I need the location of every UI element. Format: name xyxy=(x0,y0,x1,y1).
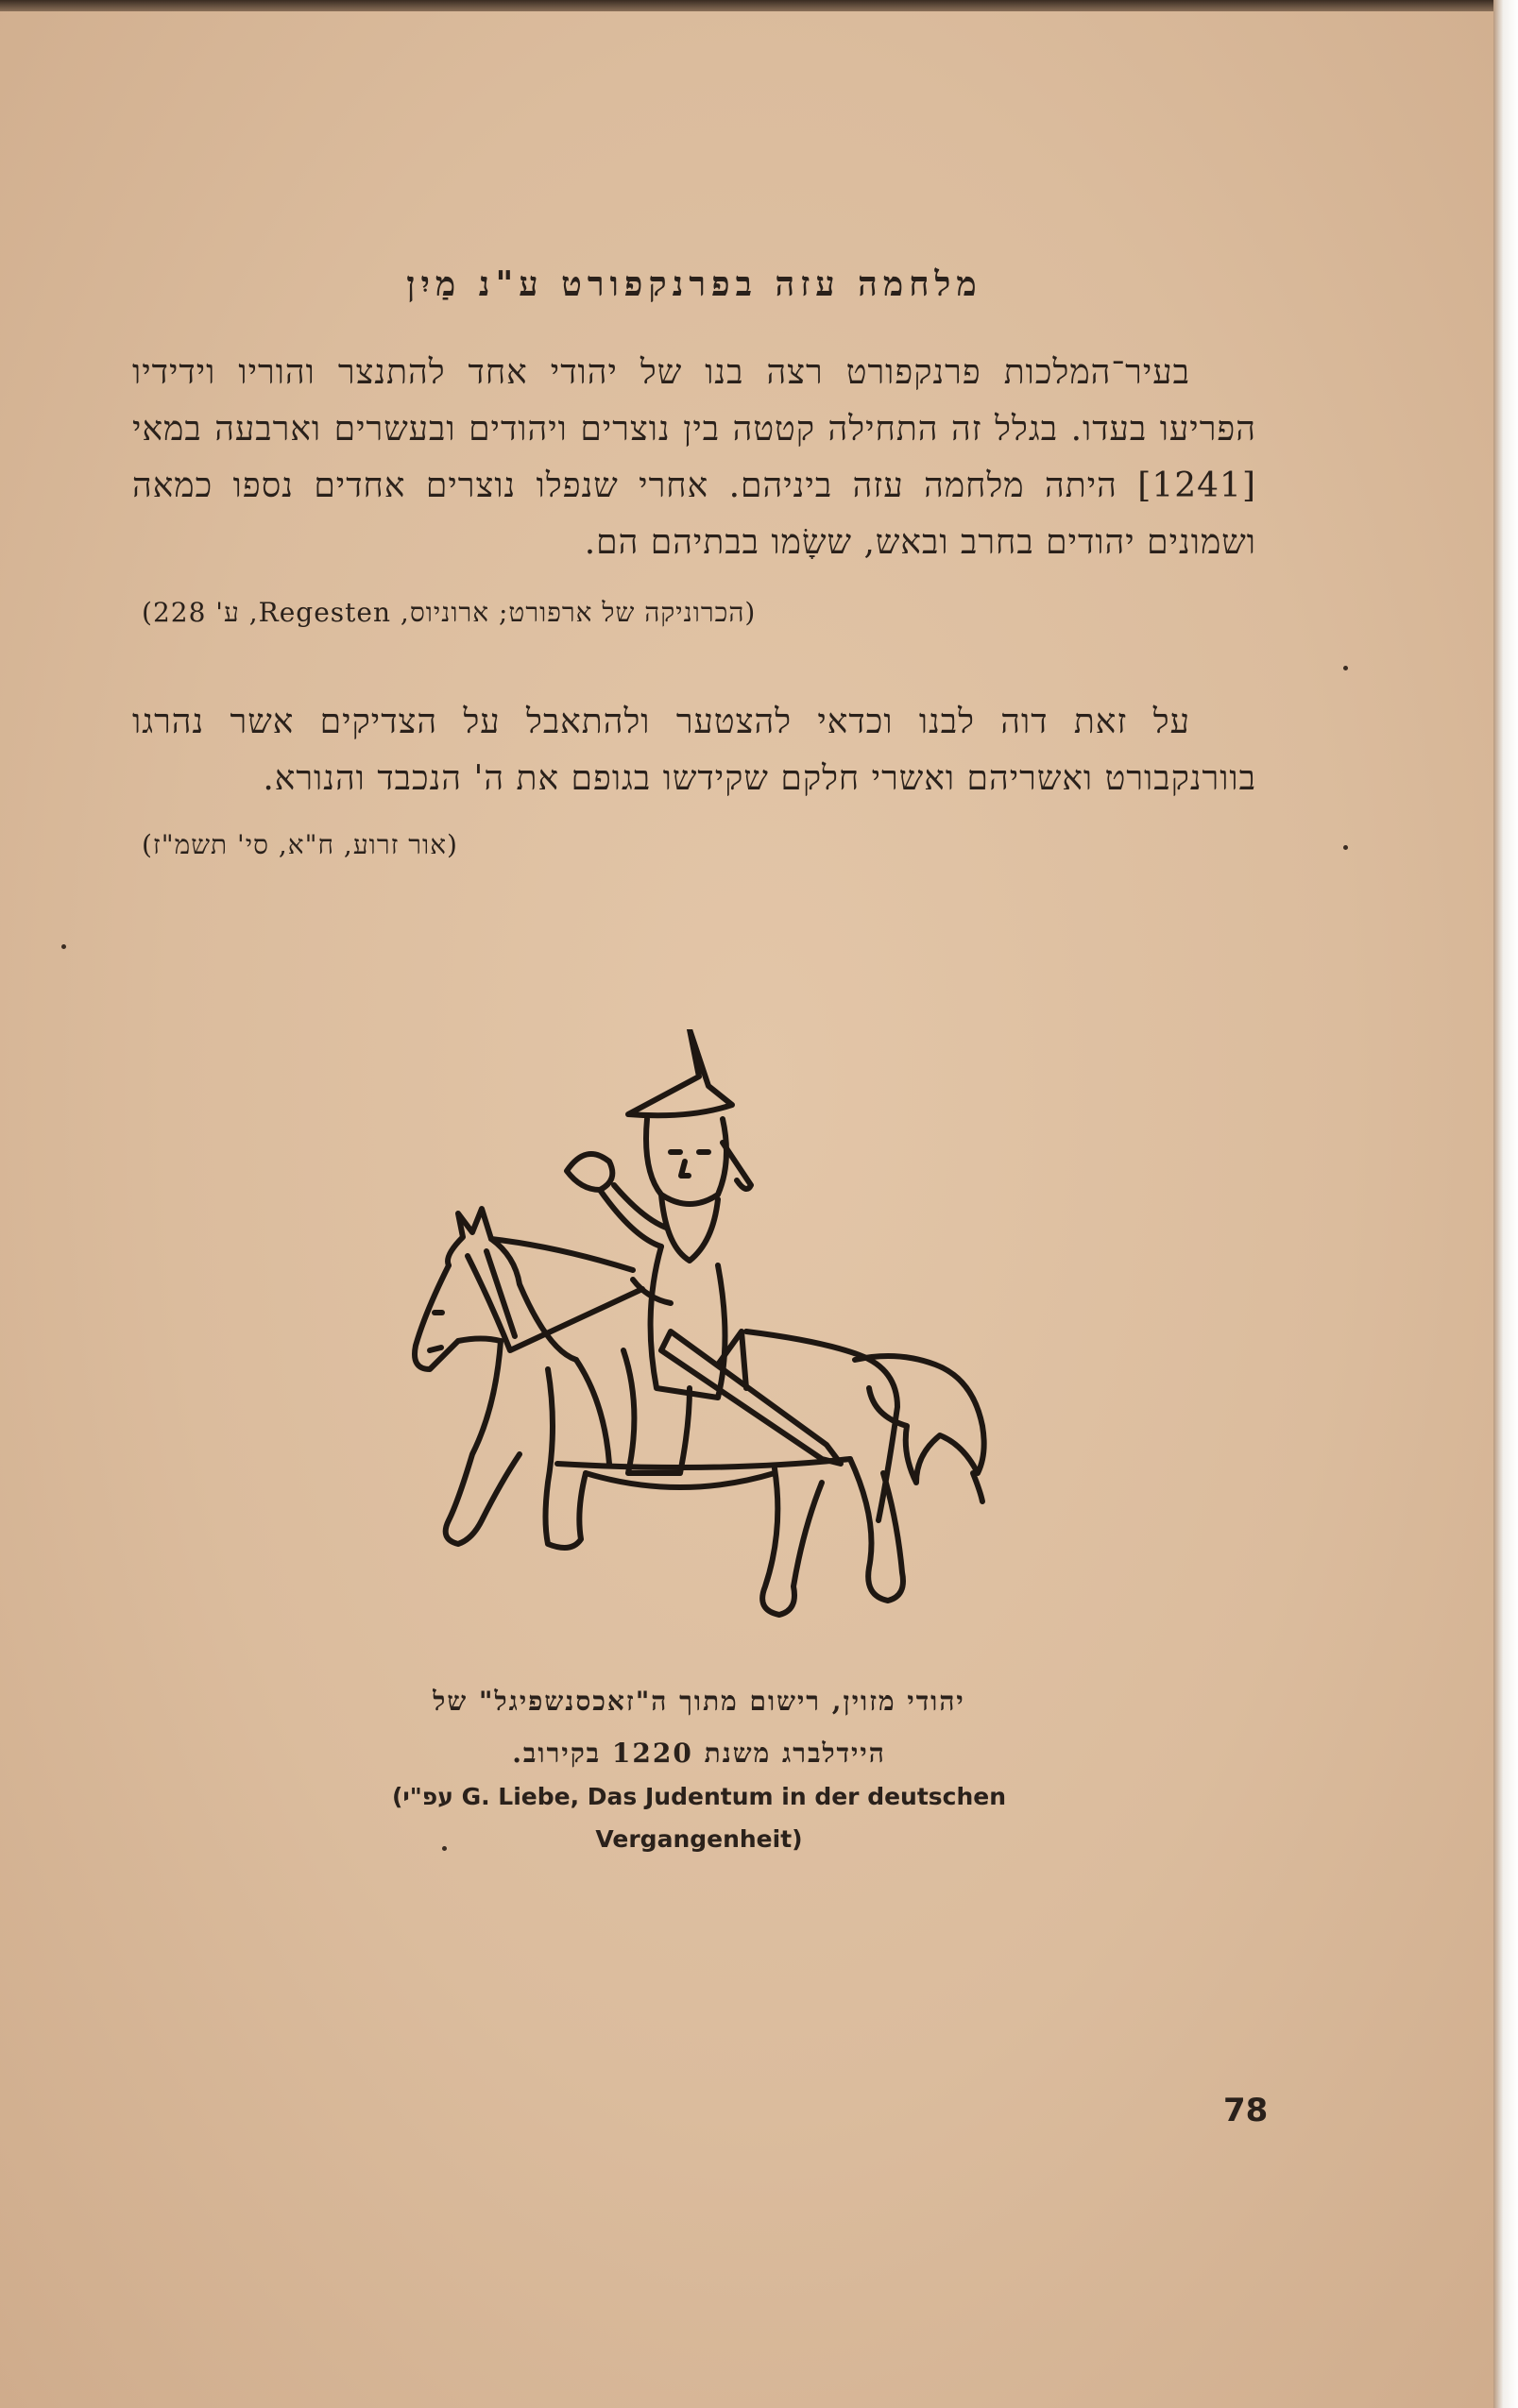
paper-speck xyxy=(1343,845,1348,850)
page-top-edge xyxy=(0,0,1518,11)
page-title: מלחמה עזה בפרנקפורט ע"נ מַיִן xyxy=(406,264,982,304)
caption-line-2: היידלברג משנת 1220 בקירוב. xyxy=(512,1738,886,1769)
page-number: 78 xyxy=(1223,2092,1269,2129)
caption-line-4: Vergangenheit) xyxy=(595,1825,803,1853)
citation-2: (אור זרוע, ח"א, סי' תשמ"ז) xyxy=(142,829,458,860)
citation-1: (הכרוניקה של ארפורט; ארוניוס, Regesten, ע' 228) xyxy=(142,597,757,628)
page-right-edge xyxy=(1493,0,1518,2408)
paper-speck xyxy=(1343,666,1348,670)
caption-line-3: (עפ"י G. Liebe, Das Judentum in der deutschen xyxy=(391,1783,1007,1810)
paragraph-1: בעיר־המלכות פרנקפורט רצה בנו של יהודי אחד להתנצר והוריו וידידיו הפריעו בעדו. בגלל זה התחילה קטטה בין נוצרים ויהודים ובעשרים וארבעה במאי [1241] היתה מלחמה עזה ביניהם. אחרי שנפלו נוצרים אחדים נספו כמאה ושמונים יהודים בחרב ובאש, ששָׂמו בבתיהם הם. xyxy=(132,353,1256,562)
paper-speck xyxy=(61,944,66,949)
rider-illustration xyxy=(406,1029,1011,1653)
paper-speck xyxy=(442,1846,447,1851)
paragraph-2: על זאת דוה לבנו וכדאי להצטער ולהתאבל על הצדיקים אשר נהרגו בוורנקבורט ואשריהם ואשרי חלקם שקידשו בגופם את ה' הנכבד והנורא. xyxy=(132,703,1256,798)
caption-line-1: יהודי מזוין, רישום מתוך ה"זאכסנשפיגל" של xyxy=(433,1686,965,1717)
